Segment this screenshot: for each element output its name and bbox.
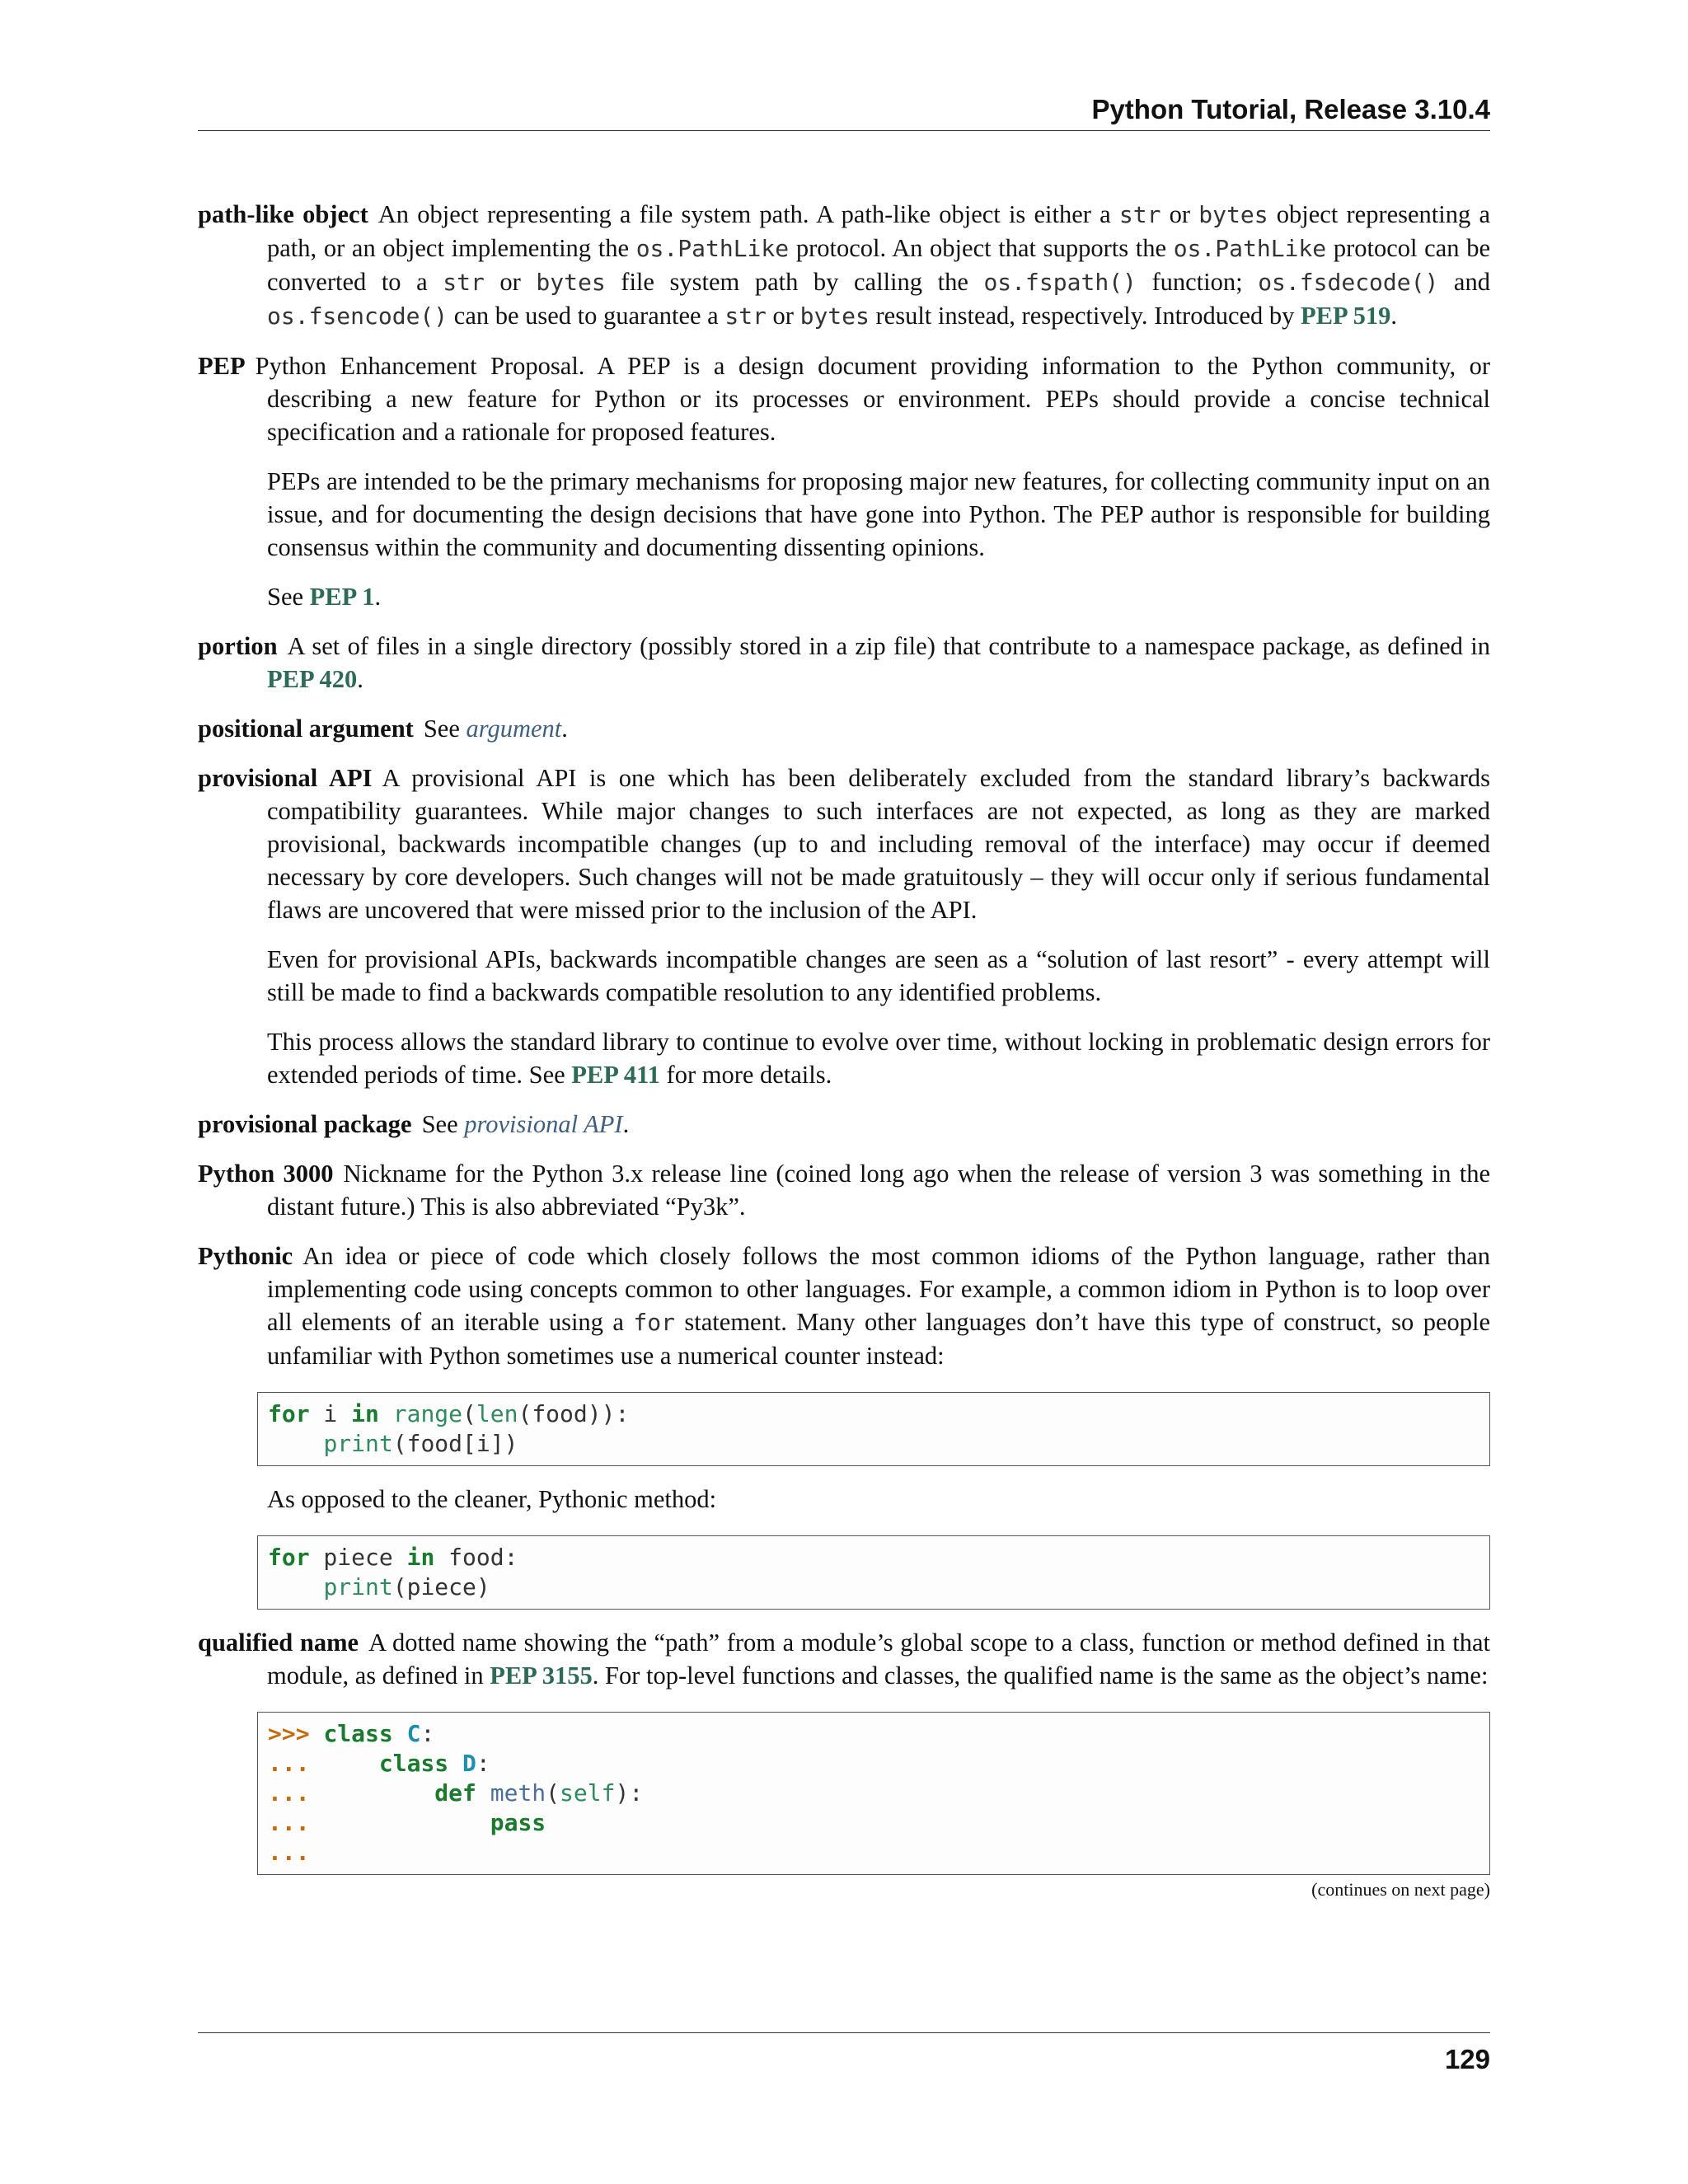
code-text: (	[462, 1400, 476, 1427]
glossary-entry-pep	[198, 349, 1490, 613]
code-function-name: meth	[490, 1779, 546, 1807]
code-keyword: for	[268, 1400, 310, 1427]
code-prompt: >>>	[268, 1720, 310, 1747]
glossary-term: provisional API	[198, 764, 373, 792]
definition-text: Nickname for the Python 3.x release line (coined long ago when the release of version 3 was something in the distant future.) This is also abbreviated “Py3k”.	[267, 1160, 1490, 1221]
pep-3155-link[interactable]: PEP 3155	[490, 1661, 593, 1690]
inline-code: os.fsdecode()	[1258, 269, 1439, 296]
glossary-content	[198, 198, 1490, 1918]
inline-code: os.PathLike	[635, 235, 790, 262]
definition-text: can be used to guarantee a	[448, 302, 725, 330]
definition-paragraph: As opposed to the cleaner, Pythonic method:	[267, 1485, 717, 1513]
definition-text: .	[622, 1110, 630, 1138]
inline-code: os.fsencode()	[267, 302, 448, 330]
code-keyword: pass	[490, 1809, 546, 1836]
code-text	[379, 1400, 393, 1427]
glossary-entry-python-3000	[198, 1157, 1490, 1223]
glossary-term: Pythonic	[198, 1242, 293, 1270]
definition-text: See	[421, 1110, 465, 1138]
glossary-entry-portion	[198, 630, 1490, 696]
code-prompt: ...	[268, 1809, 310, 1836]
code-text: i	[309, 1400, 352, 1427]
glossary-entry-provisional-api	[198, 762, 1490, 1091]
code-builtin: self	[560, 1779, 616, 1807]
definition-text: or	[766, 302, 800, 330]
code-builtin: range	[392, 1400, 463, 1427]
glossary-term: provisional package	[198, 1110, 412, 1138]
inline-code: str	[1118, 201, 1161, 228]
definition-text: See	[423, 715, 467, 743]
definition-text: A dotted name showing the “path” from a module’s global scope to a class, function or method defined in that module, as defined in	[267, 1629, 1490, 1690]
code-text: (food)):	[518, 1400, 630, 1427]
code-class-name: D	[462, 1750, 476, 1777]
glossary-entry-qualified-name	[198, 1626, 1490, 1901]
pep-1-link[interactable]: PEP 1	[309, 583, 375, 611]
definition-text: result instead, respectively. Introduced by	[869, 302, 1301, 330]
code-builtin: len	[476, 1400, 518, 1427]
code-block-index-loop[interactable]	[257, 1392, 1490, 1466]
definition-text: .	[357, 665, 363, 693]
definition-text: function;	[1136, 268, 1259, 296]
inline-code: for	[633, 1309, 675, 1336]
code-block-qualname-example[interactable]	[257, 1712, 1490, 1875]
code-prompt: ...	[268, 1750, 310, 1777]
provisional-api-link[interactable]: provisional API	[464, 1110, 623, 1138]
code-prompt: ...	[268, 1839, 310, 1866]
definition-text: See	[267, 583, 310, 611]
glossary-entry-positional-argument	[198, 712, 1490, 745]
code-text: (food[i])	[392, 1430, 518, 1457]
document-page	[198, 0, 1490, 2184]
definition-text: .	[1390, 302, 1397, 330]
definition-text: for more details.	[659, 1061, 832, 1089]
glossary-term: Python 3000	[198, 1160, 334, 1188]
inline-code: os.fspath()	[983, 269, 1137, 296]
running-header	[198, 91, 1490, 131]
inline-code: os.PathLike	[1173, 235, 1327, 262]
code-keyword: in	[351, 1400, 379, 1427]
inline-code: str	[724, 302, 767, 330]
code-keyword: class	[323, 1720, 393, 1747]
code-indent	[268, 1573, 323, 1601]
definition-text: Python Enhancement Proposal. A PEP is a design document providing information to the Python community, or describing a new feature for Python or its processes or environment. PEPs should provide a concise technical specification and a rationale for proposed features.	[255, 352, 1490, 446]
pep-519-link[interactable]: PEP 519	[1301, 302, 1391, 330]
glossary-entry-pythonic	[198, 1240, 1490, 1610]
code-keyword: in	[406, 1544, 435, 1571]
code-text: (	[546, 1779, 560, 1807]
glossary-term: path-like object	[198, 200, 368, 228]
glossary-entry-provisional-package	[198, 1108, 1490, 1141]
glossary-term: positional argument	[198, 715, 414, 743]
inline-code: bytes	[1198, 201, 1268, 228]
definition-text: .	[374, 583, 382, 611]
definition-paragraph	[198, 1025, 1490, 1091]
definition-text: An object representing a file system path. A path-like object is either a	[377, 200, 1119, 228]
definition-paragraph: PEPs are intended to be the primary mechanisms for proposing major new features, for collecting community input on an issue, and for documenting the design decisions that have gone into Python. The PEP author is responsible for building consensus within the community and documenting dissenting opinions.	[267, 467, 1490, 561]
definition-text: and	[1438, 268, 1490, 296]
code-builtin: print	[323, 1573, 393, 1601]
definition-text: A set of files in a single directory (possibly stored in a zip file) that contribute to a namespace package, as defined in	[287, 632, 1490, 660]
inline-code: str	[443, 269, 485, 296]
glossary-term: qualified name	[198, 1629, 359, 1657]
page-number: 129	[1444, 2044, 1490, 2074]
code-text: :	[420, 1720, 435, 1747]
code-block-pythonic-loop[interactable]	[257, 1535, 1490, 1610]
glossary-term: portion	[198, 632, 278, 660]
code-text: piece	[309, 1544, 407, 1571]
definition-text: This process allows the standard library to continue to evolve over time, without locking in problematic design errors for extended periods of time. See	[267, 1028, 1490, 1089]
inline-code: bytes	[799, 302, 870, 330]
code-keyword: class	[378, 1750, 449, 1777]
glossary-term: PEP	[198, 352, 246, 380]
definition-text: statement. Many other languages don’t have this type of construct, so people unfamiliar with Python sometimes use a numerical counter instead:	[267, 1308, 1491, 1370]
footer-rule	[198, 2032, 1490, 2033]
code-indent	[268, 1430, 323, 1457]
continues-note: (continues on next page)	[1311, 1879, 1490, 1900]
definition-text: file system path by calling the	[605, 268, 984, 296]
definition-text: A provisional API is one which has been deliberately excluded from the standard library’s backwards compatibility guarantees. While major changes to such interfaces are not expected, as long as they are marked provisional, backwards incompatible changes (up to and including removal of the interface) may occur if deemed necessary by core developers. Such changes will not be made gratuitously – they will occur only if serious fundamental flaws are uncovered that were missed prior to the inclusion of the API.	[267, 764, 1490, 924]
code-text: (piece)	[392, 1573, 490, 1601]
code-text: ):	[615, 1779, 644, 1807]
pep-411-link[interactable]: PEP 411	[571, 1061, 660, 1089]
code-keyword: for	[268, 1544, 310, 1571]
code-keyword: def	[434, 1779, 476, 1807]
glossary-entry-path-like-object	[198, 198, 1490, 333]
code-text: :	[476, 1750, 490, 1777]
header-title: Python Tutorial, Release 3.10.4	[1091, 94, 1490, 124]
pep-420-link[interactable]: PEP 420	[267, 665, 358, 693]
definition-text: . For top-level functions and classes, the qualified name is the same as the object’s name:	[592, 1661, 1489, 1690]
definition-text: or	[484, 268, 537, 296]
definition-text: protocol can be converted to a	[267, 234, 1490, 296]
code-class-name: C	[406, 1720, 421, 1747]
definition-text: protocol. An object that supports the	[789, 234, 1174, 262]
definition-text: .	[561, 715, 568, 743]
definition-paragraph: Even for provisional APIs, backwards incompatible changes are seen as a “solution of last resort” - every attempt will still be made to find a backwards compatible resolution to any identified problems.	[267, 945, 1490, 1006]
argument-link[interactable]: argument	[466, 715, 562, 743]
code-text: food:	[434, 1544, 518, 1571]
definition-text: or	[1160, 200, 1199, 228]
inline-code: bytes	[536, 269, 606, 296]
definition-paragraph	[198, 580, 1490, 613]
definition-text: An idea or piece of code which closely follows the most common idioms of the Python language, rather than implementing code using concepts common to other languages. For example, a common idiom in Python is to loop over all elements of an iterable using a	[267, 1242, 1490, 1336]
code-builtin: print	[323, 1430, 393, 1457]
definition-text: object representing a path, or an object implementing the	[267, 200, 1490, 262]
code-prompt: ...	[268, 1779, 310, 1807]
